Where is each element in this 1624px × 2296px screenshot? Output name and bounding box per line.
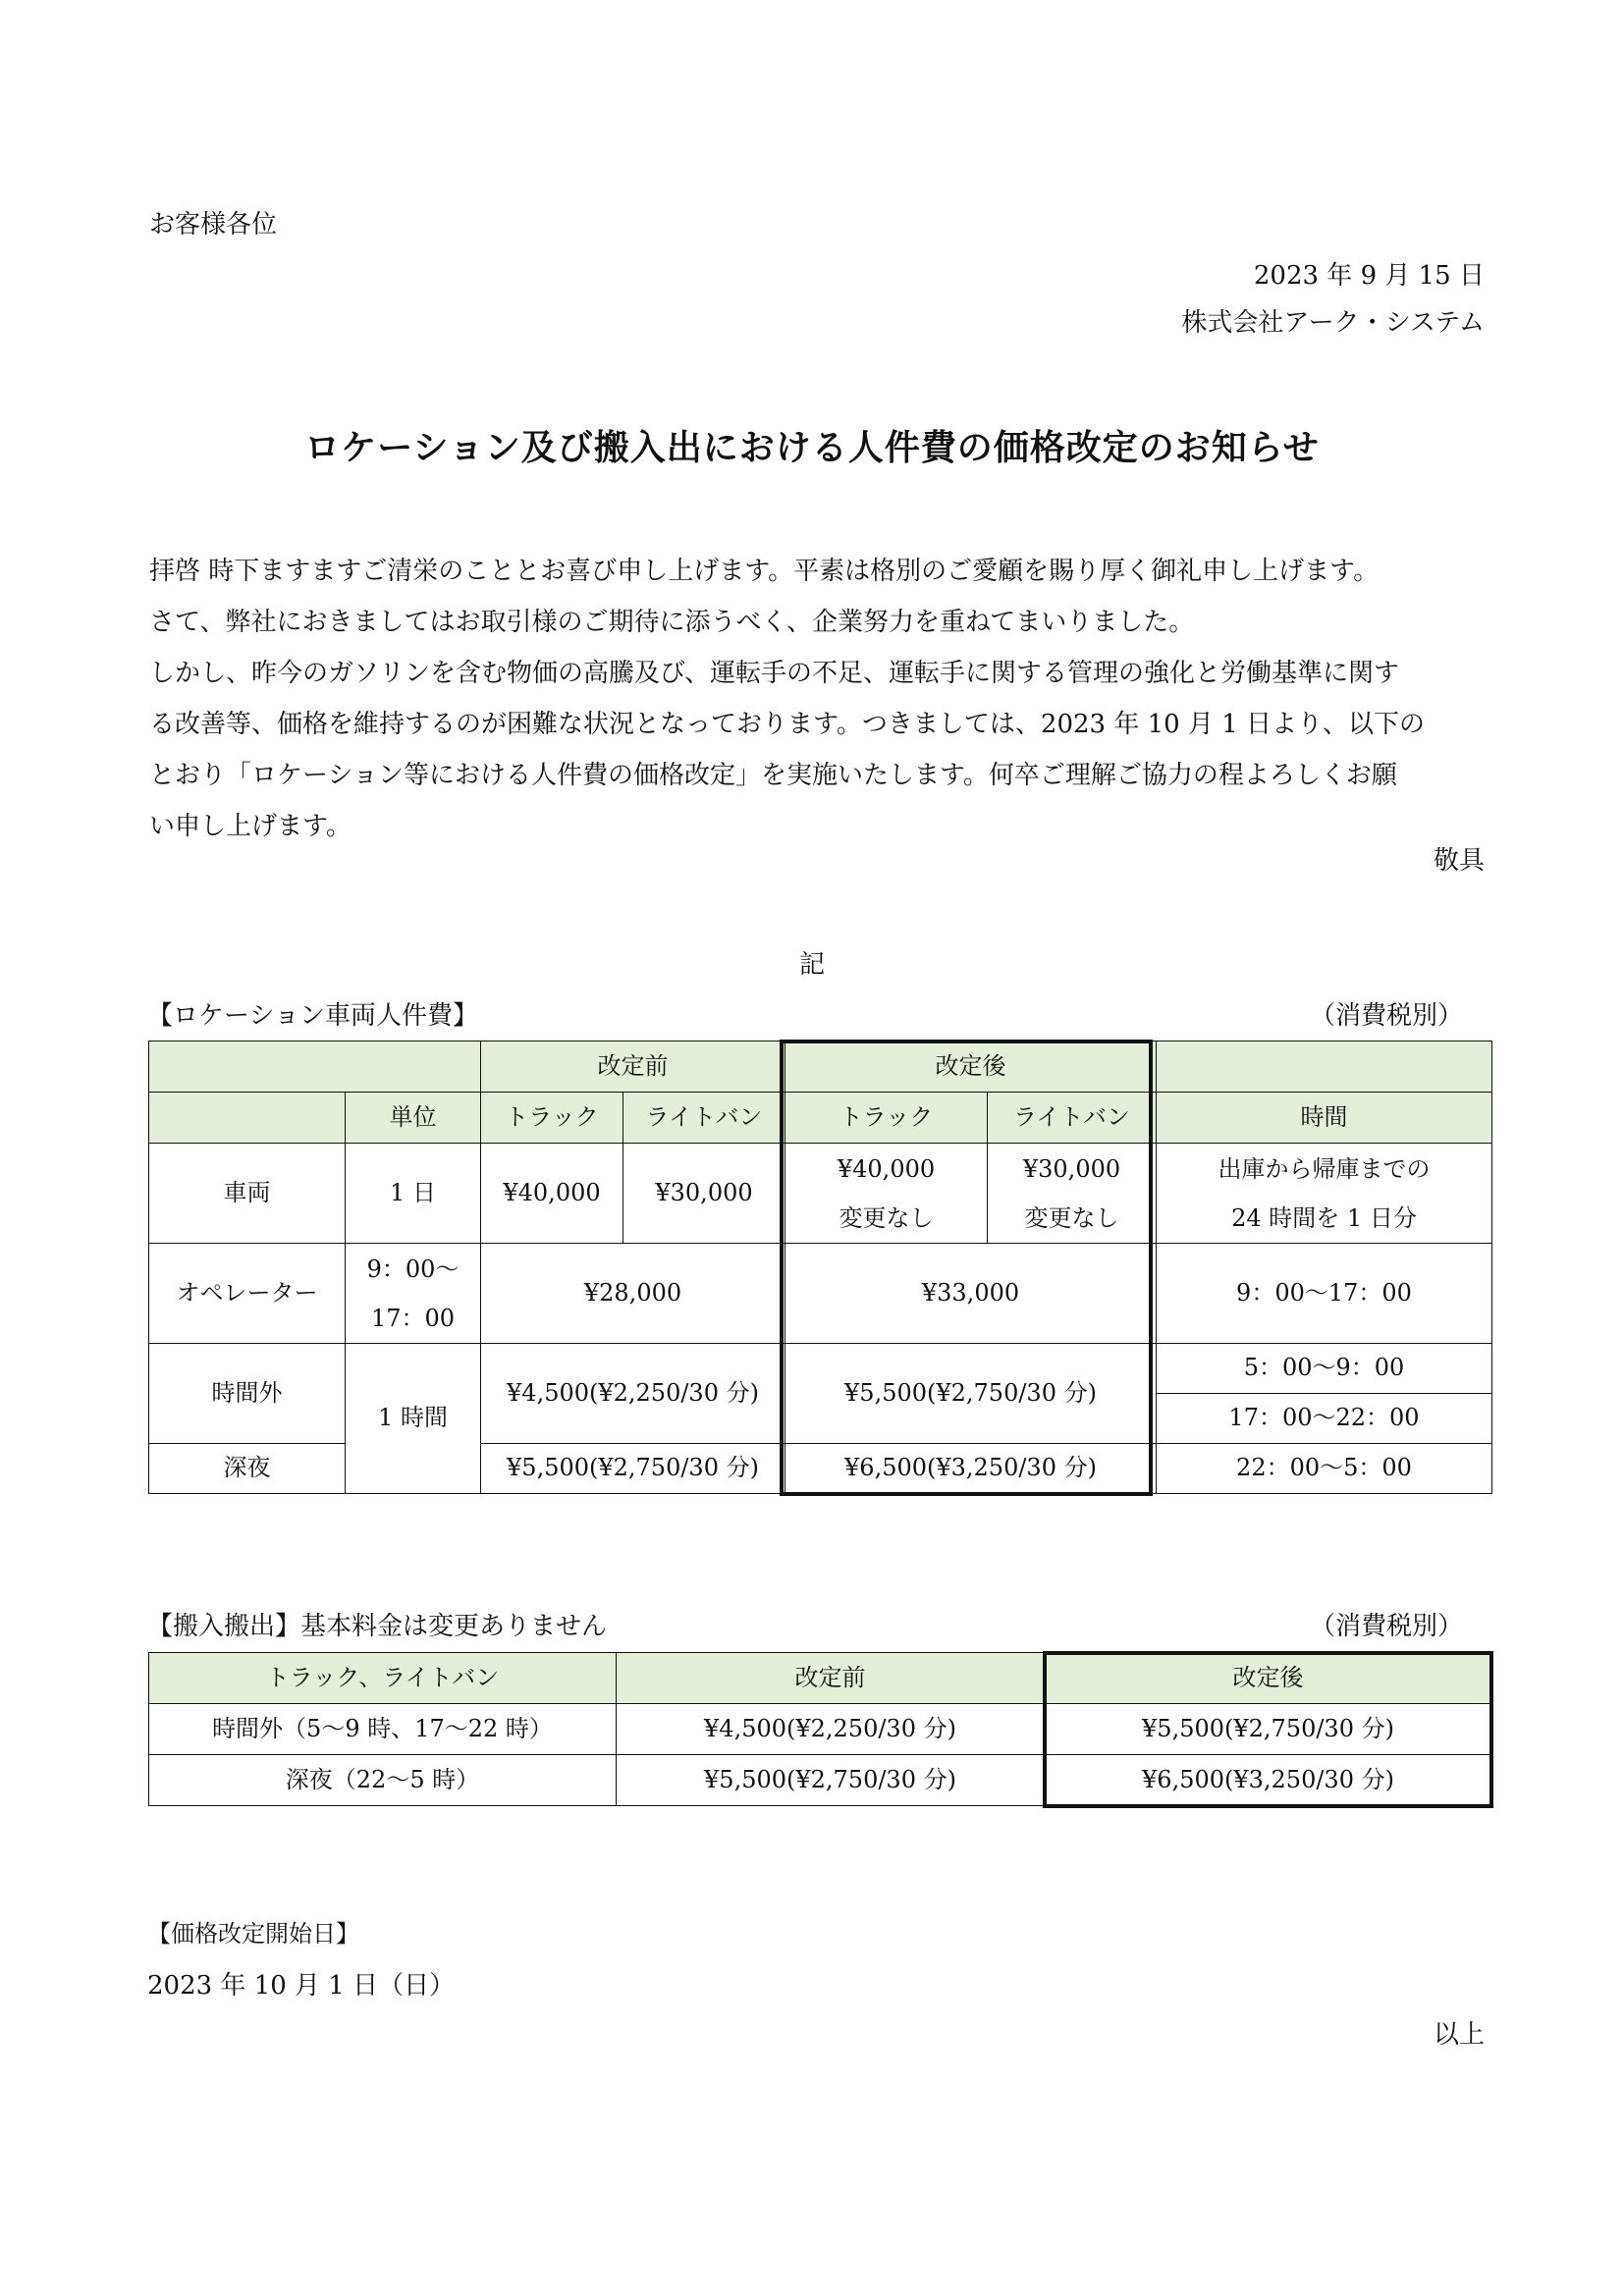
row-label-operator: オペレーター — [149, 1244, 346, 1344]
overtime-after: ¥5,500(¥2,750/30 分) — [785, 1344, 1157, 1444]
location-table-tax-note: （消費税別） — [1309, 1001, 1463, 1031]
overtime-before: ¥4,500(¥2,250/30 分) — [481, 1344, 785, 1444]
header-before: 改定前 — [481, 1041, 785, 1093]
night-time: 22：00～5：00 — [1157, 1444, 1492, 1494]
table-row — [149, 1704, 1492, 1755]
header-blank-cell — [149, 1041, 481, 1093]
vehicle-after-van — [988, 1144, 1157, 1244]
closing-keigu: 敬具 — [1433, 846, 1485, 876]
closing-ijou: 以上 — [1433, 2020, 1485, 2050]
row-before: ¥4,500(¥2,250/30 分) — [617, 1704, 1045, 1755]
row-after: ¥6,500(¥3,250/30 分) — [1045, 1755, 1492, 1806]
location-cost-table — [148, 1041, 1492, 1494]
row-after: ¥5,500(¥2,750/30 分) — [1045, 1704, 1492, 1755]
body-text — [149, 546, 1485, 852]
night-before: ¥5,500(¥2,750/30 分) — [481, 1444, 785, 1494]
row-before: ¥5,500(¥2,750/30 分) — [617, 1755, 1045, 1806]
vehicle-after-van-price: ¥30,000 — [1022, 1154, 1121, 1183]
operator-time: 9：00～17：00 — [1157, 1244, 1492, 1344]
header-unit: 単位 — [346, 1093, 481, 1144]
hanyu-table-heading: 【搬入搬出】基本料金は変更ありません — [147, 1612, 608, 1641]
header-type: トラック、ライトバン — [149, 1653, 617, 1704]
vehicle-after-truck — [785, 1144, 988, 1244]
hanyu-cost-table — [148, 1652, 1492, 1806]
night-after: ¥6,500(¥3,250/30 分) — [785, 1444, 1157, 1494]
operator-after: ¥33,000 — [785, 1244, 1157, 1344]
vehicle-time-line1: 出庫から帰庫までの — [1218, 1154, 1431, 1183]
ki-heading: 記 — [798, 950, 825, 980]
row-label-night: 深夜 — [149, 1444, 346, 1494]
table-row — [149, 1244, 1492, 1344]
table-row — [149, 1344, 1492, 1394]
body-line: さて、弊社におきましてはお取引様のご期待に添うべく、企業努力を重ねてまいりました。 — [149, 608, 1195, 637]
header-before-truck: トラック — [481, 1093, 623, 1144]
operator-unit-line2: 17：00 — [370, 1304, 456, 1332]
table-row — [149, 1144, 1492, 1244]
row-label-vehicle: 車両 — [149, 1144, 346, 1244]
vehicle-after-truck-price: ¥40,000 — [837, 1154, 936, 1183]
document-title: ロケーション及び搬入出における人件費の価格改定のお知らせ — [304, 427, 1320, 468]
header-after: 改定後 — [1045, 1653, 1492, 1704]
vehicle-after-van-note: 変更なし — [1024, 1203, 1119, 1232]
overtime-unit: 1 時間 — [346, 1344, 481, 1494]
header-before-van: ライトバン — [623, 1093, 785, 1144]
row-label: 時間外（5～9 時、17～22 時） — [149, 1704, 617, 1755]
vehicle-time — [1157, 1144, 1492, 1244]
start-date: 2023 年 10 月 1 日（日） — [147, 1971, 456, 2001]
vehicle-after-truck-note: 変更なし — [839, 1203, 934, 1232]
location-table-heading: 【ロケーション車両人件費】 — [147, 1001, 478, 1031]
body-line: い申し上げます。 — [149, 812, 352, 841]
header-blank-cell — [149, 1093, 346, 1144]
operator-before: ¥28,000 — [481, 1244, 785, 1344]
start-date-heading: 【価格改定開始日】 — [147, 1920, 359, 1948]
vehicle-before-truck: ¥40,000 — [481, 1144, 623, 1244]
issue-date: 2023 年 9 月 15 日 — [1253, 261, 1485, 291]
header-blank-cell — [1157, 1041, 1492, 1093]
header-before: 改定前 — [617, 1653, 1045, 1704]
row-label: 深夜（22～5 時） — [149, 1755, 617, 1806]
overtime-time-2: 17：00～22：00 — [1157, 1394, 1492, 1444]
header-after: 改定後 — [785, 1041, 1157, 1093]
table-row — [149, 1755, 1492, 1806]
body-line: 拝啓 時下ますますご清栄のこととお喜び申し上げます。平素は格別のご愛顧を賜り厚く御礼申し上げます。 — [149, 557, 1380, 586]
vehicle-unit: 1 日 — [346, 1144, 481, 1244]
header-after-van: ライトバン — [988, 1093, 1157, 1144]
header-time: 時間 — [1157, 1093, 1492, 1144]
operator-unit — [346, 1244, 481, 1344]
body-line: る改善等、価格を維持するのが困難な状況となっております。つきましては、2023 年 10 月 1 日より、以下の — [149, 710, 1426, 739]
company-name: 株式会社アーク・システム — [1181, 308, 1485, 338]
header-after-truck: トラック — [785, 1093, 988, 1144]
vehicle-time-line2: 24 時間を 1 日分 — [1231, 1203, 1417, 1232]
body-line: しかし、昨今のガソリンを含む物価の高騰及び、運転手の不足、運転手に関する管理の強化と労働基準に関す — [149, 659, 1399, 688]
overtime-time-1: 5：00～9：00 — [1157, 1344, 1492, 1394]
operator-unit-line1: 9：00～ — [366, 1255, 460, 1283]
hanyu-table-tax-note: （消費税別） — [1309, 1612, 1463, 1641]
vehicle-before-van: ¥30,000 — [623, 1144, 785, 1244]
recipient: お客様各位 — [149, 210, 278, 240]
body-line: とおり「ロケーション等における人件費の価格改定」を実施いたします。何卒ご理解ご協力の程よろしくお願 — [149, 761, 1397, 790]
row-label-overtime: 時間外 — [149, 1344, 346, 1444]
